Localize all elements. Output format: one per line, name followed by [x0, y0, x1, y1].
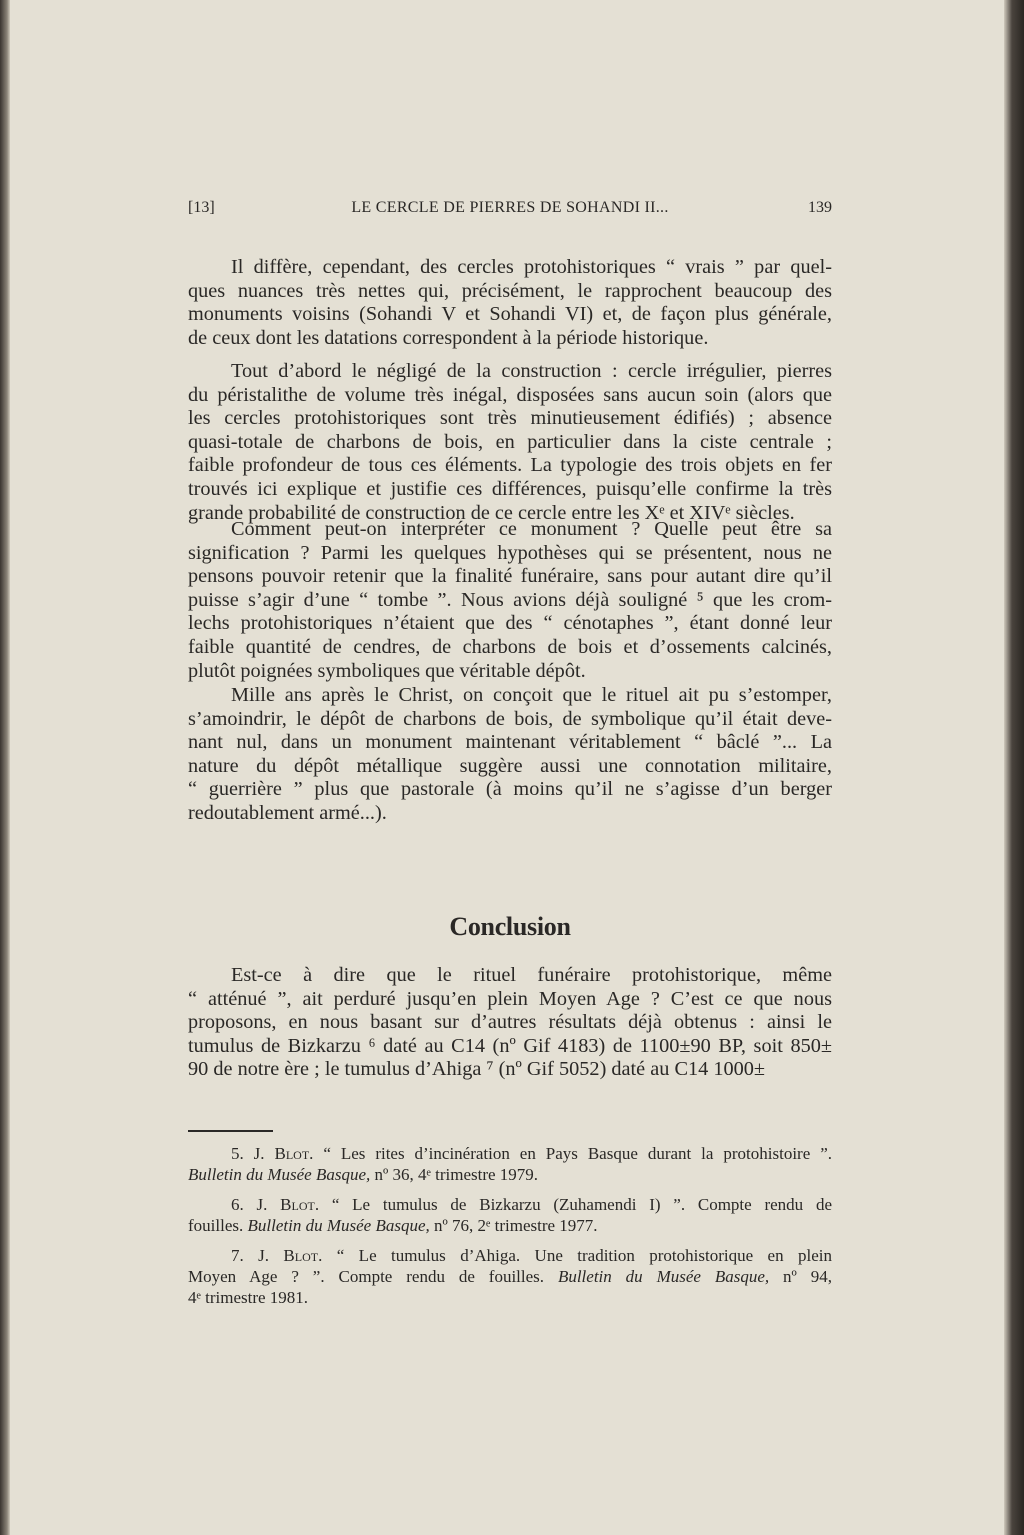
text-line: du péristalithe de volume très inégal, disposées sans aucun soin (alors que [188, 383, 832, 406]
text-line: nature du dépôt métallique suggère aussi une connotation militaire, [188, 754, 832, 777]
text-line: Mille ans après le Christ, on conçoit que le rituel ait pu s’estomper, [231, 684, 832, 706]
footnote-text: nº 94, [769, 1267, 832, 1286]
author-name: Blot [274, 1144, 310, 1163]
text-line: lechs protohistoriques n’étaient que des “ cénotaphes ”, étant donné leur [188, 612, 832, 635]
text-line: proposons, en nous basant sur d’autres résultats déjà obtenus : ainsi le [188, 1011, 832, 1034]
text-line: monuments voisins (Sohandi V et Sohandi VI) et, de façon plus générale, [188, 303, 832, 326]
text-line: signification ? Parmi les quelques hypothèses qui se présentent, nous ne [188, 541, 832, 564]
footnote-text: 6. J. [231, 1195, 281, 1214]
text-line: faible profondeur de tous ces éléments. La typologie des trois objets en fer [188, 454, 832, 477]
journal-title: Bulletin du Musée Basque, [247, 1216, 430, 1235]
author-name: Blot [280, 1195, 315, 1214]
text-line: “ atténué ”, ait perduré jusqu’en plein Moyen Age ? C’est ce que nous [188, 987, 832, 1010]
footnote-text: 4ᵉ trimestre 1981. [188, 1288, 309, 1307]
text-line: grande probabilité de construction de ce cercle entre les Xᵉ et XIVᵉ siècles. [188, 501, 795, 524]
paragraph-5 [188, 964, 832, 1082]
journal-title: Bulletin du Musée Basque, [557, 1267, 770, 1286]
text-line: les cercles protohistoriques sont très minutieusement édifiés) ; absence [188, 407, 832, 430]
footnote-text: . “ Le tumulus de Bizkarzu (Zuhamendi I) ”. Compte rendu de [314, 1195, 832, 1214]
text-line: “ guerrière ” plus que pastorale (à moins qu’il ne s’agisse d’un berger [188, 778, 832, 801]
footnote-line [188, 1215, 832, 1236]
footnote-line [188, 1287, 832, 1308]
text-line: quasi-totale de charbons de bois, en particulier dans la ciste centrale ; [188, 430, 832, 453]
text-line: trouvés ici explique et justifie ces différences, puisqu’elle confirme la très [188, 477, 832, 500]
section-number: [13] [188, 199, 215, 216]
footnote-line [188, 1194, 832, 1215]
footnote-line [188, 1164, 832, 1185]
footnote-text: . “ Les rites d’incinération en Pays Basque durant la protohistoire ”. [309, 1144, 832, 1163]
text-line: tumulus de Bizkarzu ⁶ daté au C14 (nº Gif 4183) de 1100±90 BP, soit 850± [188, 1034, 832, 1057]
footnote-text: 7. J. [231, 1246, 284, 1265]
page-edge-right [1004, 0, 1024, 1535]
text-line: pensons pouvoir retenir que la finalité funéraire, sans pour autant dire qu’il [188, 565, 832, 588]
text-line: plutôt poignées symboliques que véritable dépôt. [188, 659, 586, 682]
footnote-rule [188, 1130, 273, 1132]
footnote-line [188, 1266, 832, 1287]
running-header [188, 199, 832, 221]
footnote-7 [188, 1245, 832, 1308]
text-line: de ceux dont les datations correspondent à la période historique. [188, 326, 709, 349]
text-line: ques nuances très nettes qui, précisément, le rapprochent beaucoup des [188, 279, 832, 302]
footnote-6 [188, 1194, 832, 1236]
paragraph-2 [188, 360, 832, 525]
page-number: 139 [808, 199, 832, 216]
text-line: nant nul, dans un monument maintenant véritablement “ bâclé ”... La [188, 731, 832, 754]
footnote-line [188, 1143, 832, 1164]
footnote-line [188, 1245, 832, 1266]
text-line: puisse s’agir d’une “ tombe ”. Nous avions déjà souligné ⁵ que les crom- [188, 588, 832, 611]
paragraph-1 [188, 256, 832, 350]
footnote-text: nº 76, 2ᵉ trimestre 1977. [429, 1216, 598, 1235]
footnote-text: Moyen Age ? ”. Compte rendu de fouilles. [188, 1267, 558, 1286]
running-title: LE CERCLE DE PIERRES DE SOHANDI II... [351, 199, 669, 216]
footnote-text: . “ Le tumulus d’Ahiga. Une tradition protohistorique en plein [318, 1246, 832, 1265]
text-line: redoutablement armé...). [188, 801, 387, 824]
author-name: Blot [283, 1246, 319, 1265]
text-line: 90 de notre ère ; le tumulus d’Ahiga ⁷ (nº Gif 5052) daté au C14 1000± [188, 1058, 766, 1081]
paragraph-4 [188, 684, 832, 826]
text-line: Il diffère, cependant, des cercles protohistoriques “ vrais ” par quel- [231, 256, 832, 278]
page-gutter-left [0, 0, 10, 1535]
footnote-text: 5. J. [231, 1144, 275, 1163]
text-line: Comment peut-on interpréter ce monument ? Quelle peut être sa [231, 518, 832, 540]
text-line: Est-ce à dire que le rituel funéraire protohistorique, même [231, 964, 832, 986]
conclusion-heading: Conclusion [449, 912, 571, 941]
journal-title: Bulletin du Musée Basque, [188, 1165, 371, 1184]
footnote-text: nº 36, 4ᵉ trimestre 1979. [370, 1165, 539, 1184]
footnote-5 [188, 1143, 832, 1185]
text-line: s’amoindrir, le dépôt de charbons de bois, de symbolique qu’il était deve- [188, 707, 832, 730]
text-line: Tout d’abord le négligé de la construction : cercle irrégulier, pierres [231, 360, 832, 382]
footnote-text: fouilles. [188, 1216, 248, 1235]
paragraph-3 [188, 518, 832, 683]
text-line: faible quantité de cendres, de charbons de bois et d’ossements calcinés, [188, 635, 832, 658]
